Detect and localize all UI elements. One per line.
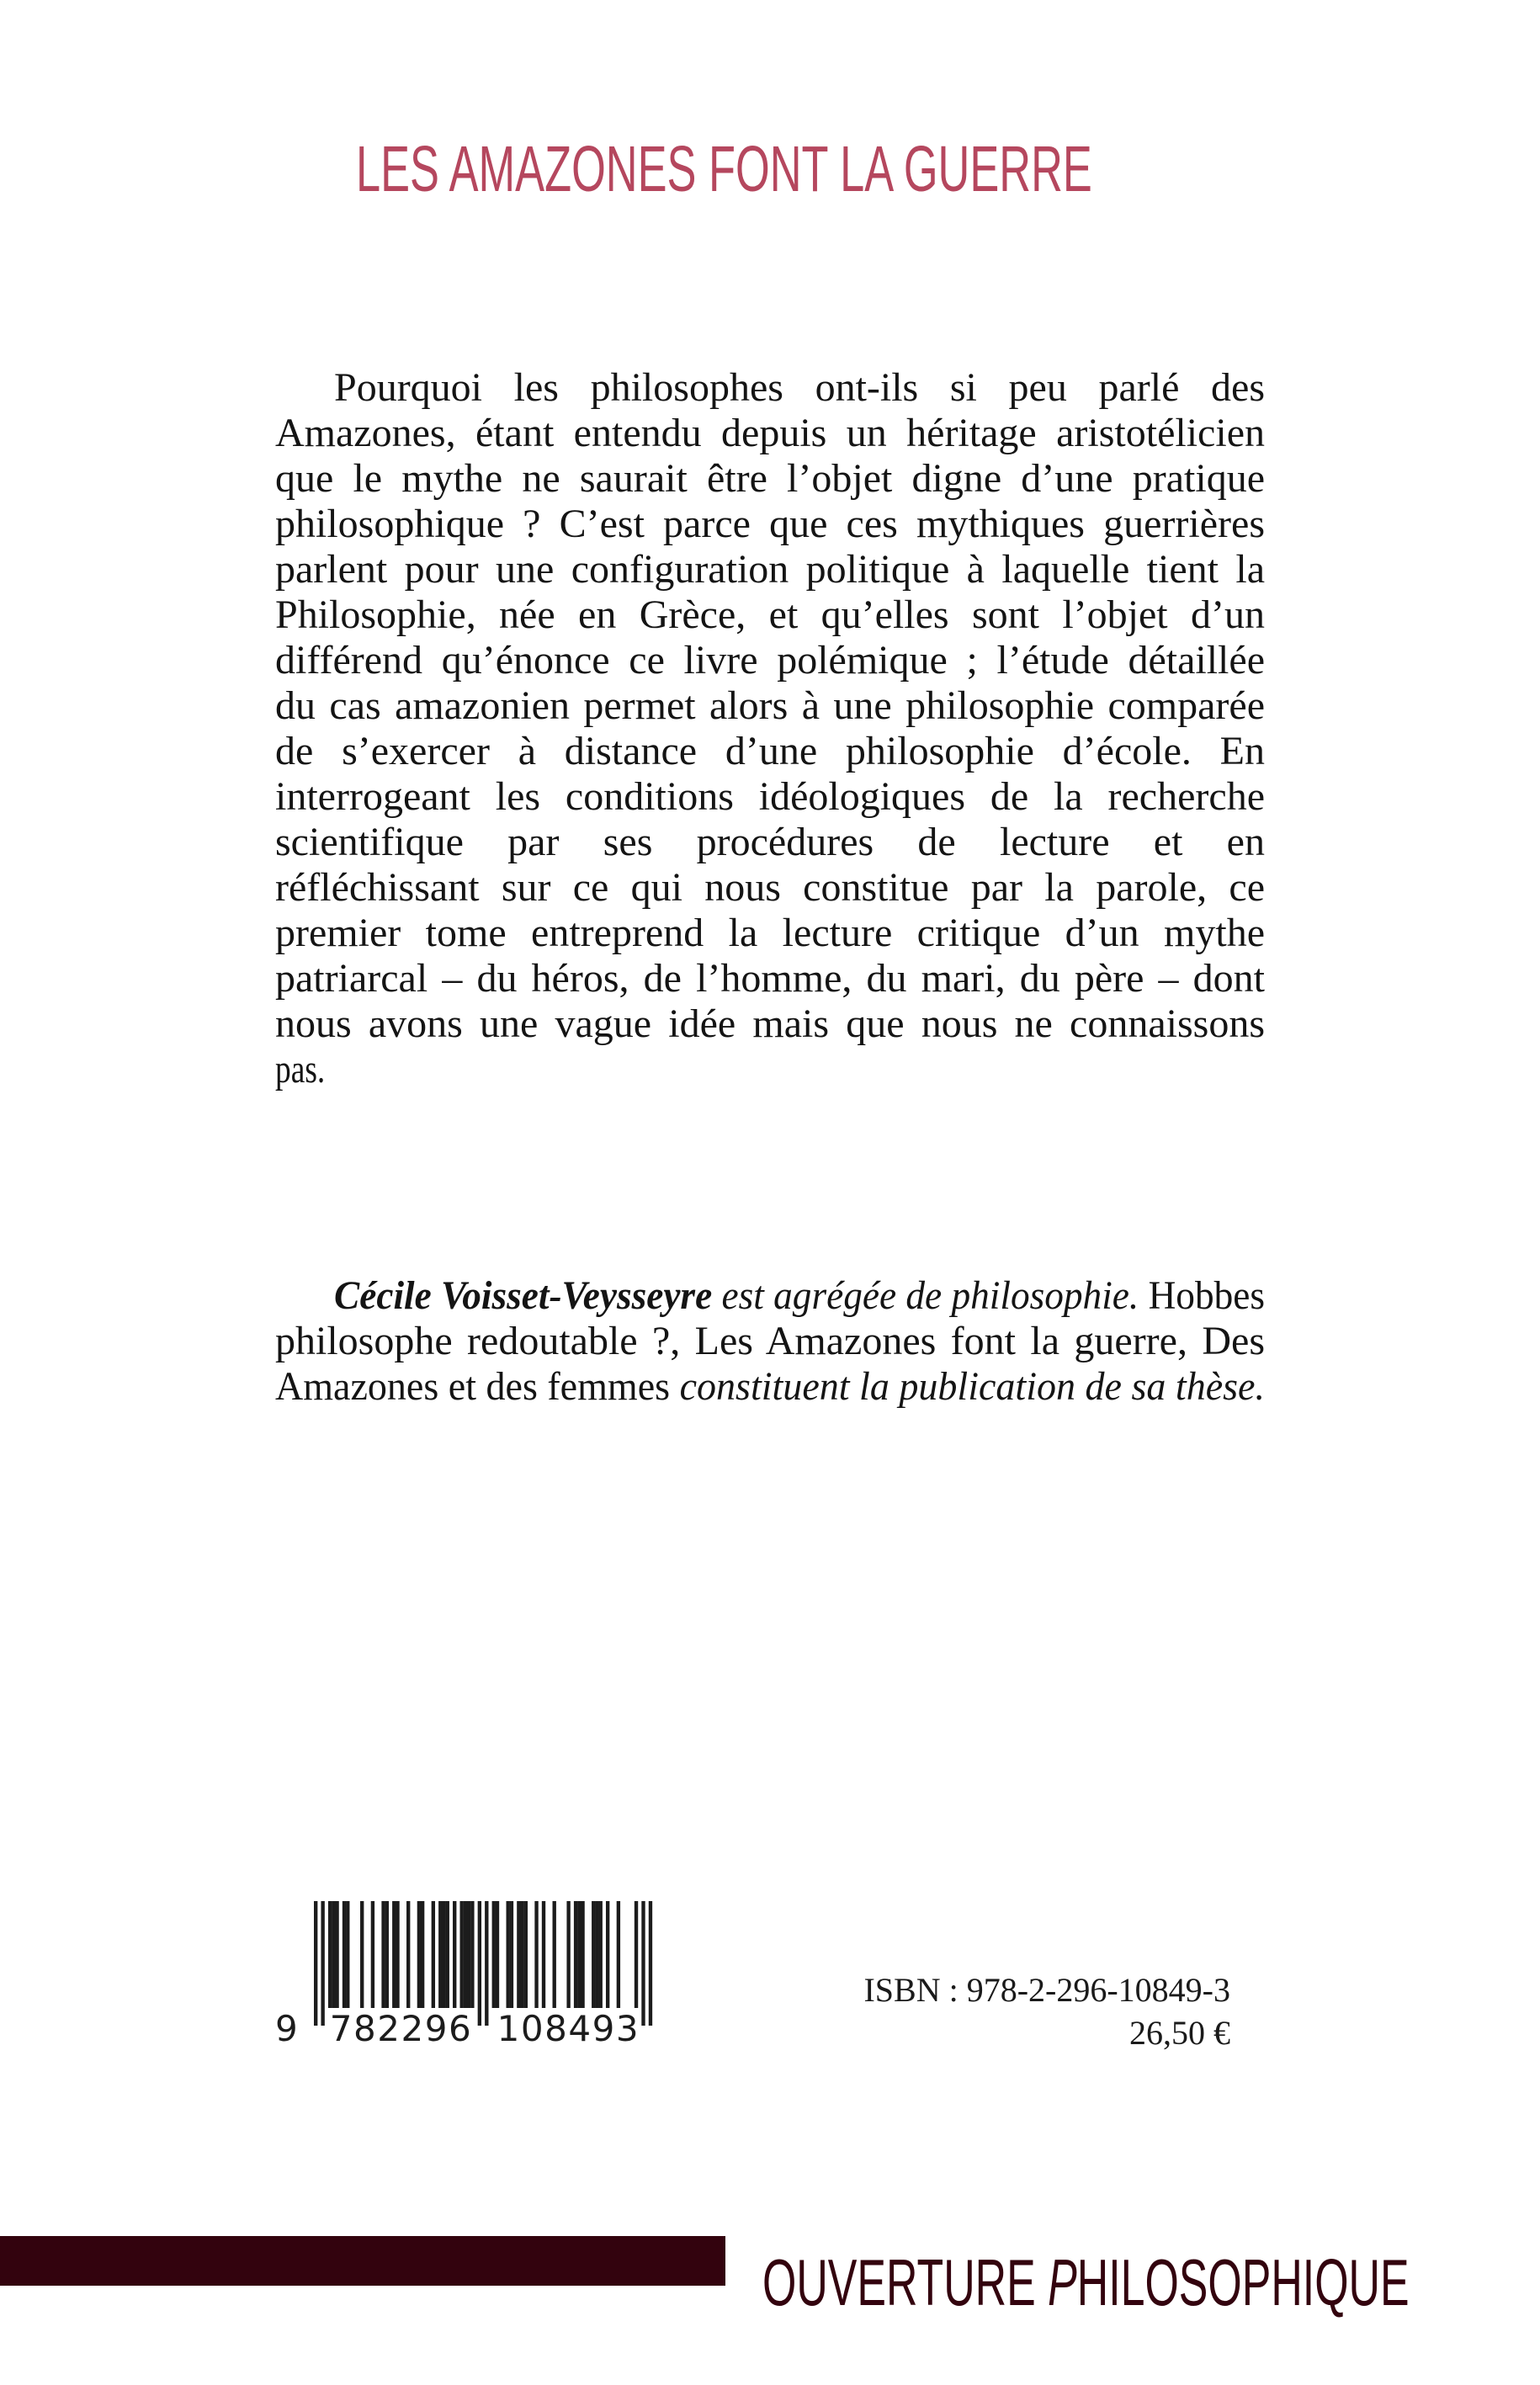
series-name [762,2245,1540,2319]
series-name-italic-initial: P [1048,2245,1077,2319]
footer-color-bar [0,2236,725,2286]
svg-text:108493: 108493 [497,2008,639,2049]
author-bio-line-3-roman: Amazones et des femmes [275,1364,680,1409]
blurb-line: interrogeant les conditions idéologiques de la recherche [275,774,1265,819]
blurb-line: philosophique ? C’est parce que ces mythiques guerrières [275,502,1265,546]
author-bio-line-3-italic: constituent la publication de sa thèse. [679,1364,1265,1409]
isbn-label: ISBN : 978-2-296-10849-3 [863,1971,1230,2009]
blurb-line: Pourquoi les philosophes ont-ils si peu parlé des [334,365,1265,410]
book-title-text: LES AMAZONES FONT LA GUERRE [356,133,1092,205]
blurb-line: Amazones, étant entendu depuis un héritage aristotélicien [275,411,1265,455]
blurb-line: parlent pour une configuration politique à laquelle tient la [275,547,1265,592]
blurb-line: nous avons une vague idée mais que nous ne connaissons [275,1001,1265,1046]
barcode-icon [269,1894,665,2053]
blurb-line: différend qu’énonce ce livre polémique ; l’étude détaillée [275,638,1265,683]
author-credential: est agrégée de philosophie. [712,1273,1139,1318]
series-name-rest: HILOSOPHIQUE [1076,2245,1410,2319]
series-name-roman: OUVERTURE [762,2245,1049,2319]
author-bio-line-2: philosophe redoutable ?, Les Amazones font la guerre, Des [275,1319,1265,1363]
author-bio-line-1-tail: Hobbes [1139,1273,1265,1318]
blurb-line: du cas amazonien permet alors à une philosophie comparée [275,683,1265,728]
blurb-line: de s’exercer à distance d’une philosophie d’école. En [275,729,1265,773]
blurb-line: réfléchissant sur ce qui nous constitue par la parole, ce [275,865,1265,910]
author-bio [275,1273,1265,1410]
author-bio-line-1 [275,1273,1265,1319]
blurb-line: pas. [275,1047,326,1092]
svg-text:9: 9 [275,2008,298,2049]
blurb-line: scientifique par ses procédures de lecture et en [275,820,1265,864]
author-bio-line-3 [275,1364,1265,1410]
blurb-line: que le mythe ne saurait être l’objet digne d’une pratique [275,456,1265,501]
author-name: Cécile Voisset-Veysseyre [334,1273,713,1318]
price-label: 26,50 € [1129,2014,1230,2052]
blurb-line: patriarcal – du héros, de l’homme, du mari, du père – dont [275,956,1265,1001]
blurb-line: premier tome entreprend la lecture critique d’un mythe [275,911,1265,955]
blurb-line: Philosophie, née en Grèce, et qu’elles sont l’objet d’un [275,592,1265,637]
ean13-barcode [269,1894,665,2053]
book-title [356,133,1184,205]
svg-text:782296: 782296 [329,2008,471,2049]
blurb-paragraph [275,365,1265,1092]
